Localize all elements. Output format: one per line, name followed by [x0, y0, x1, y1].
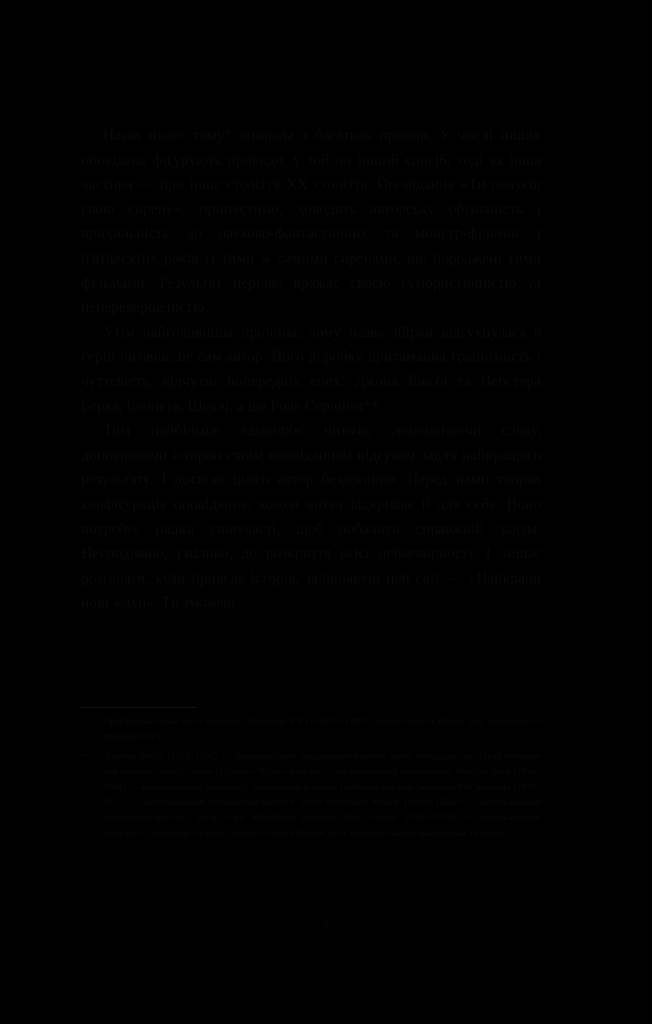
paragraph-2: Утім найголовніша причина, чому назва збірки відгукнулася в серці читачів, це сам автор. Його доробку притаманна граціозність і чуттєвість, відчутні попередніх епох: Джона Біксбі та Вебстера Берка, Беннета, Шеклі, а ще Роде Серлінга**. — [81, 323, 541, 415]
page-number: 9 — [323, 918, 329, 930]
footnote-divider — [81, 707, 197, 708]
footnote-1 — [81, 714, 541, 745]
footnote-text: Оригінальна назва цього видання: «Привиди XX століття» (2005 Century Ghosts). (Прим. ред. перекладу та видавництва.) — [103, 716, 541, 743]
main-text — [81, 124, 541, 616]
footnote-2 — [81, 749, 541, 841]
paragraph-3: Тим найбільше захоплює читача, допомагаючи слову, доповнюючи історію своїм оповіданням відгуком задля найкращого результату. І досягає цього автор бездоганно. Перед нами творча конфігурація оповідання, кожен читач відкриває її для себе. Воно потребує нашої співучасті, щоб побачити справжній задум. Несподівано, сміливо, до розкриття всієї неймовірності. І лишає розгадати, куди приведе історія, залишаючи цей світ — «Найкращі нові жахи». Ти зможеш — [81, 422, 541, 612]
footnote-mark: ** — [81, 751, 89, 761]
footnotes — [81, 714, 541, 845]
footnote-text: Джером Біксбі (1923–1998) — американський письменник-фантаст, автор оповідань, що стали основою для епізодів серіалу «Зона сутінків»; Чарльз Бомонт — американський письменник; Вебстер Берк (1926–2004) — американський сценарист, письменник-фантаст, найбільш відомий роботою; Рей Бредбері (1920–2012) — американський письменник-фантаст, автор класичних творів; Роберт Шеклі — американський письменник-фантаст, автор серії «Корабель пригод»; Род Серлінг (1924–1975) — американський сценарист, продюсер, творець серіалу «Зона сутінків», що є класикою жанру фантастики та жахів. — [103, 750, 541, 839]
paragraph-1: Назва цього тому* виникла з багатьох причин. У числі інших оповідань фігурують привиди, у той чи інший спосіб, тоді як інша частина — про інше століття XX століття. Оповідання «Ти почуєш свою сирену», припустимо, доводить авторську обізнаність і прихильність до науково-фантастичних та монстр-фільмів з п'ятдесятих років із тими ж самими сиренами, що породжені тими фільмами. Результат нерідко вражає своєю гумористичністю та неперевершеністю. — [81, 127, 541, 317]
footnote-mark: * — [81, 717, 85, 726]
